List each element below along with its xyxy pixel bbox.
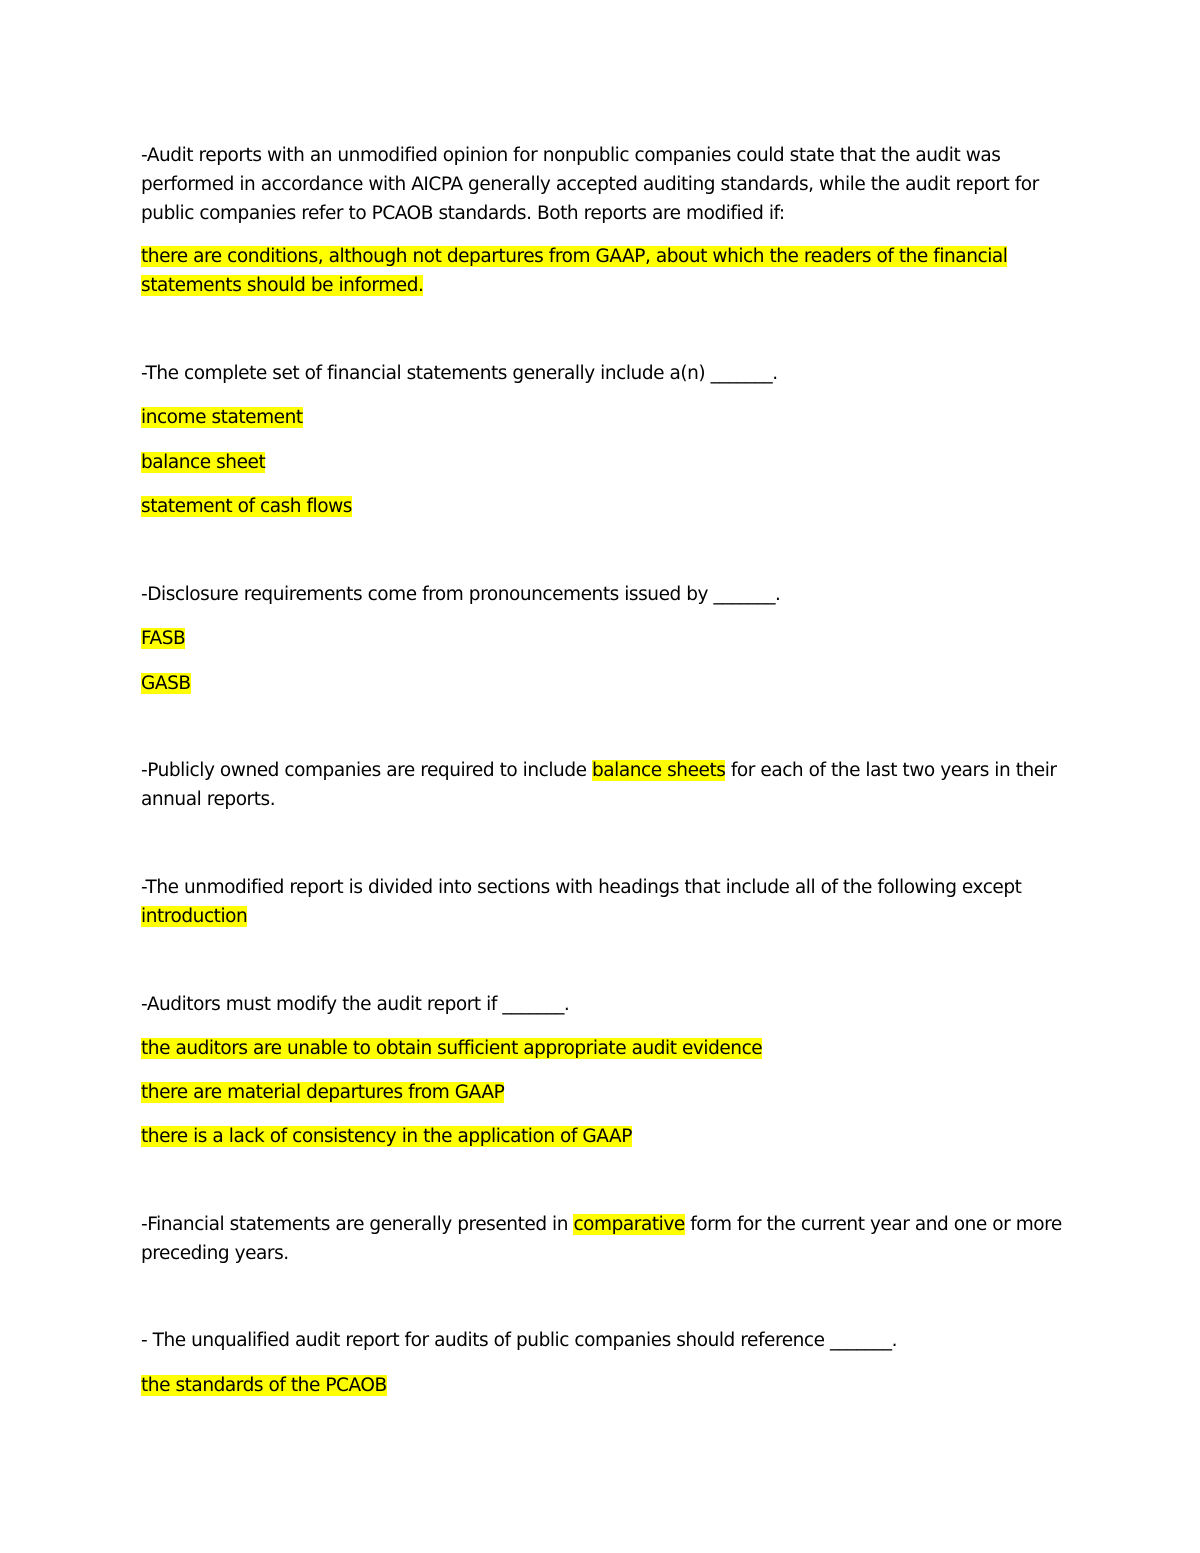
question-3	[141, 580, 1061, 609]
question-8	[141, 1326, 1061, 1355]
question-5	[141, 873, 1061, 931]
question-7-before: -Financial statements are generally presented in	[141, 1214, 574, 1235]
answer-6-1	[141, 1034, 1061, 1063]
answer-2-3-text: statement of cash flows	[141, 496, 352, 517]
answer-1	[141, 242, 1061, 300]
answer-3-2	[141, 669, 1061, 698]
answer-3-1-text: FASB	[141, 628, 186, 649]
question-4-before: -Publicly owned companies are required to include	[141, 760, 592, 781]
answer-1-line-1: there are conditions, although not departures from GAAP, about which the readers of the financial	[141, 246, 1008, 267]
question-7	[141, 1210, 1061, 1268]
answer-6-3	[141, 1122, 1061, 1151]
answer-1-line-2: statements should be informed.	[141, 275, 424, 296]
question-4-after: for each of the last two years in their	[725, 760, 1057, 781]
question-6	[141, 990, 1061, 1019]
question-2-text: -The complete set of financial statements generally include a(n) _______.	[141, 363, 778, 384]
question-1-line-2: performed in accordance with AICPA generally accepted auditing standards, while the audit report for	[141, 174, 1039, 195]
answer-6-3-text: there is a lack of consistency in the application of GAAP	[141, 1126, 632, 1147]
question-1-line-1: -Audit reports with an unmodified opinion for nonpublic companies could state that the audit was	[141, 145, 1001, 166]
answer-2-2-text: balance sheet	[141, 452, 266, 473]
question-4-line-2: annual reports.	[141, 789, 276, 810]
question-7-highlight: comparative	[573, 1214, 685, 1235]
question-2	[141, 359, 1061, 388]
answer-5-text: introduction	[141, 906, 248, 927]
question-5-text: -The unmodified report is divided into sections with headings that include all of the following except	[141, 877, 1022, 898]
question-7-line-2: preceding years.	[141, 1243, 289, 1264]
question-1	[141, 141, 1061, 228]
answer-8-text: the standards of the PCAOB	[141, 1375, 387, 1396]
question-7-after: form for the current year and one or more	[684, 1214, 1062, 1235]
question-4-highlight: balance sheets	[592, 760, 726, 781]
question-8-text: - The unqualified audit report for audits of public companies should reference _______.	[141, 1330, 898, 1351]
answer-6-2-text: there are material departures from GAAP	[141, 1082, 505, 1103]
answer-6-1-text: the auditors are unable to obtain sufficient appropriate audit evidence	[141, 1038, 763, 1059]
question-4	[141, 756, 1061, 814]
question-1-line-3: public companies refer to PCAOB standards. Both reports are modified if:	[141, 203, 785, 224]
answer-2-2	[141, 448, 1061, 477]
answer-2-3	[141, 492, 1061, 521]
answer-8	[141, 1371, 1061, 1400]
answer-6-2	[141, 1078, 1061, 1107]
question-6-text: -Auditors must modify the audit report if _______.	[141, 994, 570, 1015]
answer-3-2-text: GASB	[141, 673, 191, 694]
question-3-text: -Disclosure requirements come from pronouncements issued by _______.	[141, 584, 781, 605]
answer-2-1-text: income statement	[141, 407, 303, 428]
answer-2-1	[141, 403, 1061, 432]
answer-3-1	[141, 624, 1061, 653]
